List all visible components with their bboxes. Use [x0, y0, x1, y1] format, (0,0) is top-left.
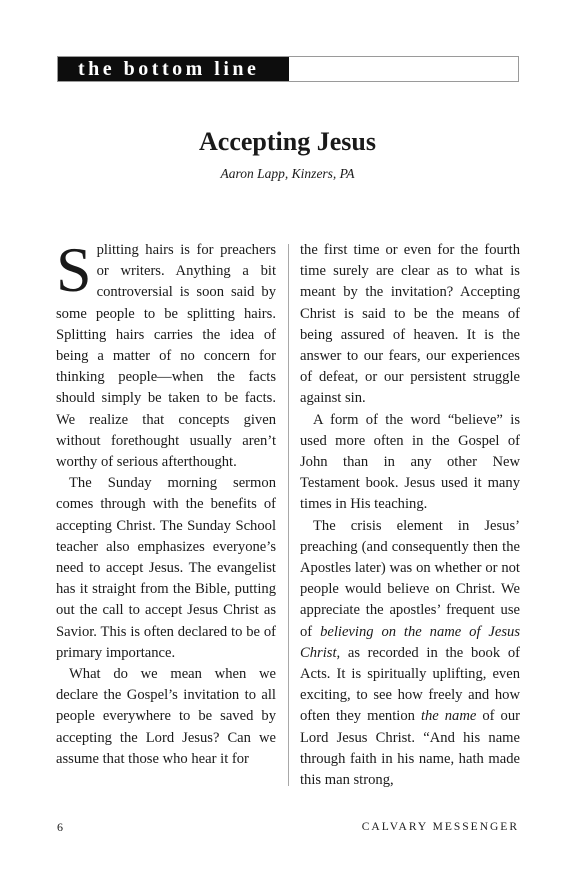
- emphasis-text: the name: [420, 708, 477, 725]
- paragraph: The Sunday morning sermon comes through with the benefits of accepting Christ. The Sunday School teacher also emphasizes everyone’s need to accept Jesus. The evangelist has it straight from the Bible, putting out the call to accept Jesus Christ as Savior. This is often declared to be of primary importance.: [56, 475, 276, 661]
- page-number: 6: [57, 820, 63, 834]
- paragraph-text: as recorded in the book of Acts. It is spiritually uplifting, even exciting, to see how freely and how often they mention: [300, 644, 520, 725]
- column-divider: [288, 244, 289, 786]
- paragraph-text: The crisis element in Jesus’ preaching (and consequently then the Apostles later) was on whether or not people would believe on Christ. We appreciate the apostles’ frequent use of: [300, 517, 520, 640]
- paragraph: A form of the word “believe” is used more often in the Gospel of John than in any other New Testament book. Jesus used it many times in His teaching.: [300, 411, 520, 513]
- publication-name: CALVARY MESSENGER: [361, 821, 519, 833]
- left-column: [56, 234, 276, 770]
- drop-cap: S: [56, 234, 92, 305]
- paragraph-text: of our Lord Jesus Christ. “And his name through faith in his name, hath made this man strong,: [300, 708, 520, 789]
- paragraph-text: plitting hairs is for preachers or writers. Anything a bit controversial is soon said by some people to be splitting hairs. Splitting hairs carries the idea of being a matter of no concern for thinking people—when the facts should simply be taken to be facts. We realize that concepts given without forethought usually aren’t worthy of serious afterthought.: [56, 242, 276, 471]
- article-title: Accepting Jesus: [199, 127, 376, 156]
- section-label: the bottom line: [58, 57, 289, 81]
- article-byline: Aaron Lapp, Kinzers, PA: [220, 166, 355, 181]
- paragraph: the first time or even for the fourth time surely are clear as to what is meant by the invitation? Accepting Christ is said to be the means of being assured of heaven. It is the answer to our fears, our experiences of defeat, or our persistent struggle against sin.: [300, 242, 520, 407]
- emphasis-text: believing on the name of Jesus Christ,: [300, 623, 520, 661]
- right-column: [300, 240, 520, 791]
- paragraph: What do we mean when we declare the Gospel’s invitation to all people everywhere to be saved by accepting the Lord Jesus? Can we assume that those who hear it for: [56, 666, 276, 767]
- paragraph: [300, 516, 520, 792]
- section-header-bar: [57, 56, 519, 82]
- paragraph: [56, 234, 276, 473]
